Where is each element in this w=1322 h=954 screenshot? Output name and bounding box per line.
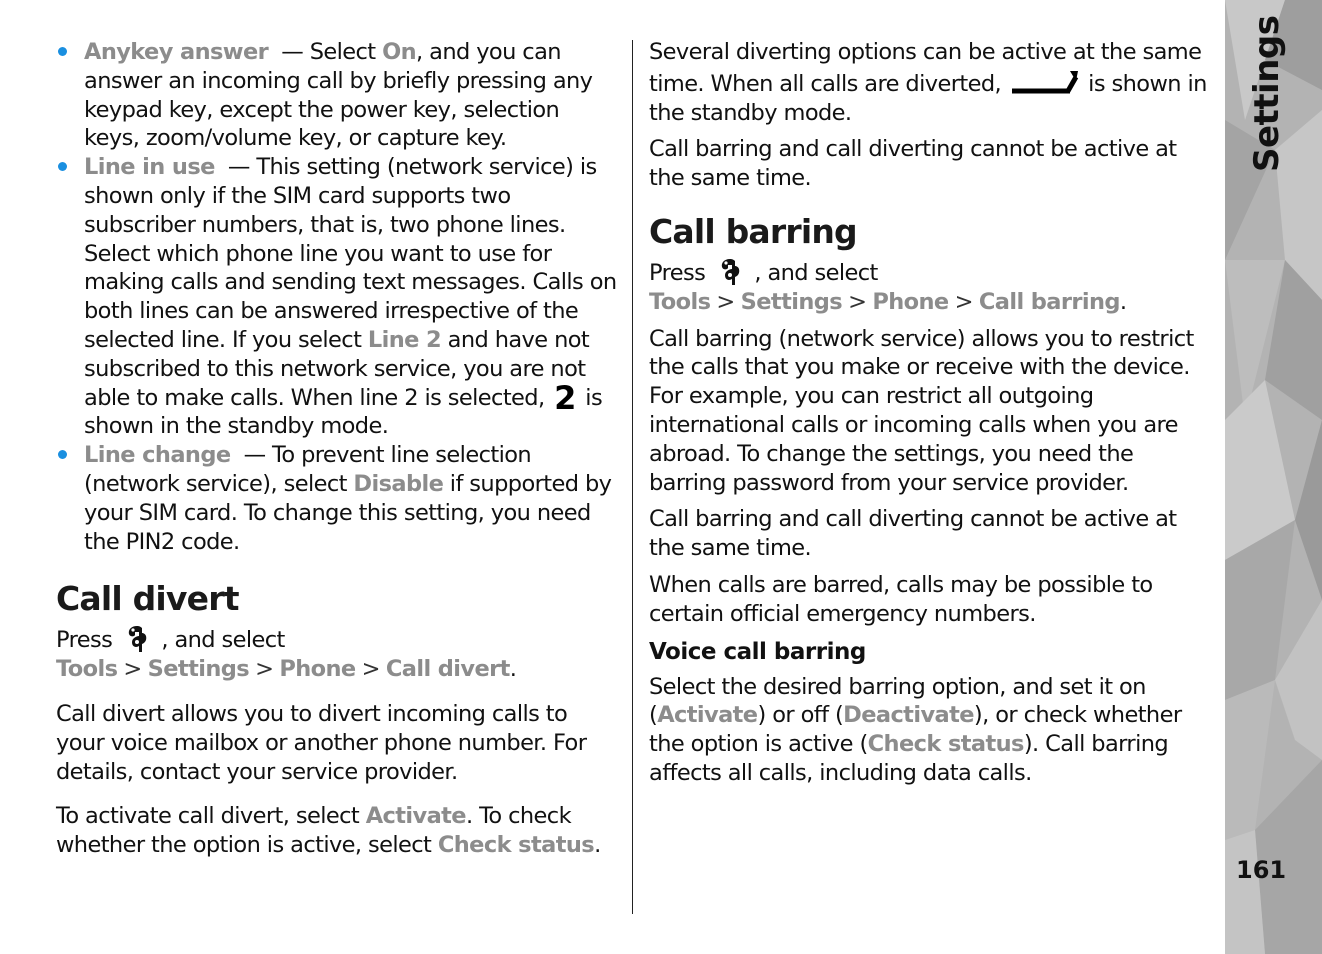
list-item-line-change — [56, 441, 620, 556]
path-call-barring: Call barring — [978, 288, 1120, 315]
option-value: Disable — [353, 470, 444, 497]
option-text: and have not subscribed to this network service, you are not able to make calls. When line 2 is selected, — [84, 326, 590, 411]
path-separator: > — [255, 656, 274, 683]
bullet-icon — [58, 162, 67, 171]
path-tools: Tools — [56, 656, 118, 683]
press-text: Press — [649, 259, 706, 286]
body-text: ) or off ( — [757, 702, 844, 729]
path-separator: > — [954, 288, 973, 315]
path-phone: Phone — [872, 288, 949, 315]
path-separator: > — [123, 656, 142, 683]
path-phone: Phone — [279, 656, 356, 683]
option-text: — Select — [268, 39, 383, 65]
menu-key-icon — [716, 257, 744, 287]
body-text: Several diverting options can be active at the same time. When all calls are diverted, — [649, 39, 1202, 97]
option-term: Line in use — [84, 154, 215, 181]
body-text: . — [594, 832, 601, 859]
option-check-status: Check status — [437, 832, 595, 859]
list-item-anykey-answer — [56, 38, 620, 153]
path-separator: > — [716, 288, 735, 315]
call-divert-path — [56, 624, 620, 684]
voice-call-barring-text — [649, 673, 1215, 788]
option-text: , and you can answer an incoming call by briefly pressing any keypad key, except the power key, selection keys, zoom/volume key, or capture key. — [84, 39, 593, 152]
divert-intro — [649, 38, 1215, 127]
page-number: 161 — [1236, 856, 1287, 884]
bullet-icon — [58, 450, 67, 459]
option-value: Line 2 — [367, 326, 442, 353]
option-term: Anykey answer — [84, 39, 269, 65]
option-text: — To prevent line selection (network service), select — [84, 442, 538, 497]
call-barring-description: Call barring (network service) allows you to restrict the calls that you make or receive with the device. For example, you can restrict all outgoing international calls or incoming calls when you are abroad. To change the settings, you need the barring password from your service provider. — [649, 325, 1194, 496]
call-barring-emergency-note: When calls are barred, calls may be possible to certain official emergency numbers. — [649, 571, 1153, 627]
bullet-icon — [58, 47, 67, 56]
section-title: Settings — [1247, 15, 1287, 172]
and-select-text: , and select — [754, 259, 878, 286]
body-text: . To check whether the option is active, select — [56, 803, 572, 859]
left-column — [56, 38, 624, 868]
option-value: On — [382, 39, 417, 65]
press-text: Press — [56, 627, 113, 654]
option-activate: Activate — [657, 702, 758, 729]
body-text: Select the desired barring option, and set it on ( — [649, 673, 1146, 729]
option-text: is shown in the standby mode. — [84, 384, 603, 440]
column-divider — [632, 40, 633, 914]
call-barring-heading: Call barring — [649, 211, 857, 251]
path-settings: Settings — [147, 656, 250, 683]
period: . — [509, 656, 517, 683]
call-divert-heading: Call divert — [56, 579, 239, 619]
body-text: ), or check whether the option is active ( — [649, 702, 1182, 758]
line-2-icon: 2 — [554, 378, 576, 417]
path-separator: > — [848, 288, 867, 315]
option-activate: Activate — [365, 803, 466, 830]
list-item-line-in-use — [56, 153, 624, 441]
path-tools: Tools — [649, 288, 711, 315]
period: . — [1119, 288, 1127, 315]
settings-option-list — [56, 38, 624, 556]
divert-barring-note: Call barring and call diverting cannot be active at the same time. — [649, 136, 1177, 192]
option-term: Line change — [84, 442, 231, 469]
call-barring-note: Call barring and call diverting cannot be active at the same time. — [649, 506, 1177, 562]
path-settings: Settings — [740, 288, 843, 315]
body-text: ). Call barring affects all calls, including data calls. — [649, 731, 1169, 786]
option-text: if supported by your SIM card. To change this setting, you need the PIN2 code. — [84, 470, 612, 555]
option-check-status: Check status — [867, 731, 1024, 758]
call-barring-path — [649, 257, 1215, 317]
option-deactivate: Deactivate — [843, 702, 974, 729]
call-divert-description: Call divert allows you to divert incoming calls to your voice mailbox or another phone number. For details, contact your service provider. — [56, 700, 587, 785]
path-separator: > — [361, 656, 380, 683]
body-text: To activate call divert, select — [56, 803, 366, 830]
voice-call-barring-heading: Voice call barring — [649, 638, 866, 665]
and-select-text: , and select — [161, 627, 285, 654]
path-call-divert: Call divert — [385, 656, 510, 683]
body-text: is shown in the standby mode. — [649, 70, 1207, 126]
right-column — [649, 38, 1215, 796]
option-text: — This setting (network service) is shown only if the SIM card supports two subscriber numbers, that is, two phone lines. Select which phone line you want to use for making calls and sending text messages. Calls on both lines can be answered irrespective of the selected line. If you select — [84, 154, 624, 353]
menu-key-icon — [123, 624, 151, 654]
call-divert-icon — [1010, 67, 1080, 97]
call-divert-activate-text — [56, 802, 620, 860]
